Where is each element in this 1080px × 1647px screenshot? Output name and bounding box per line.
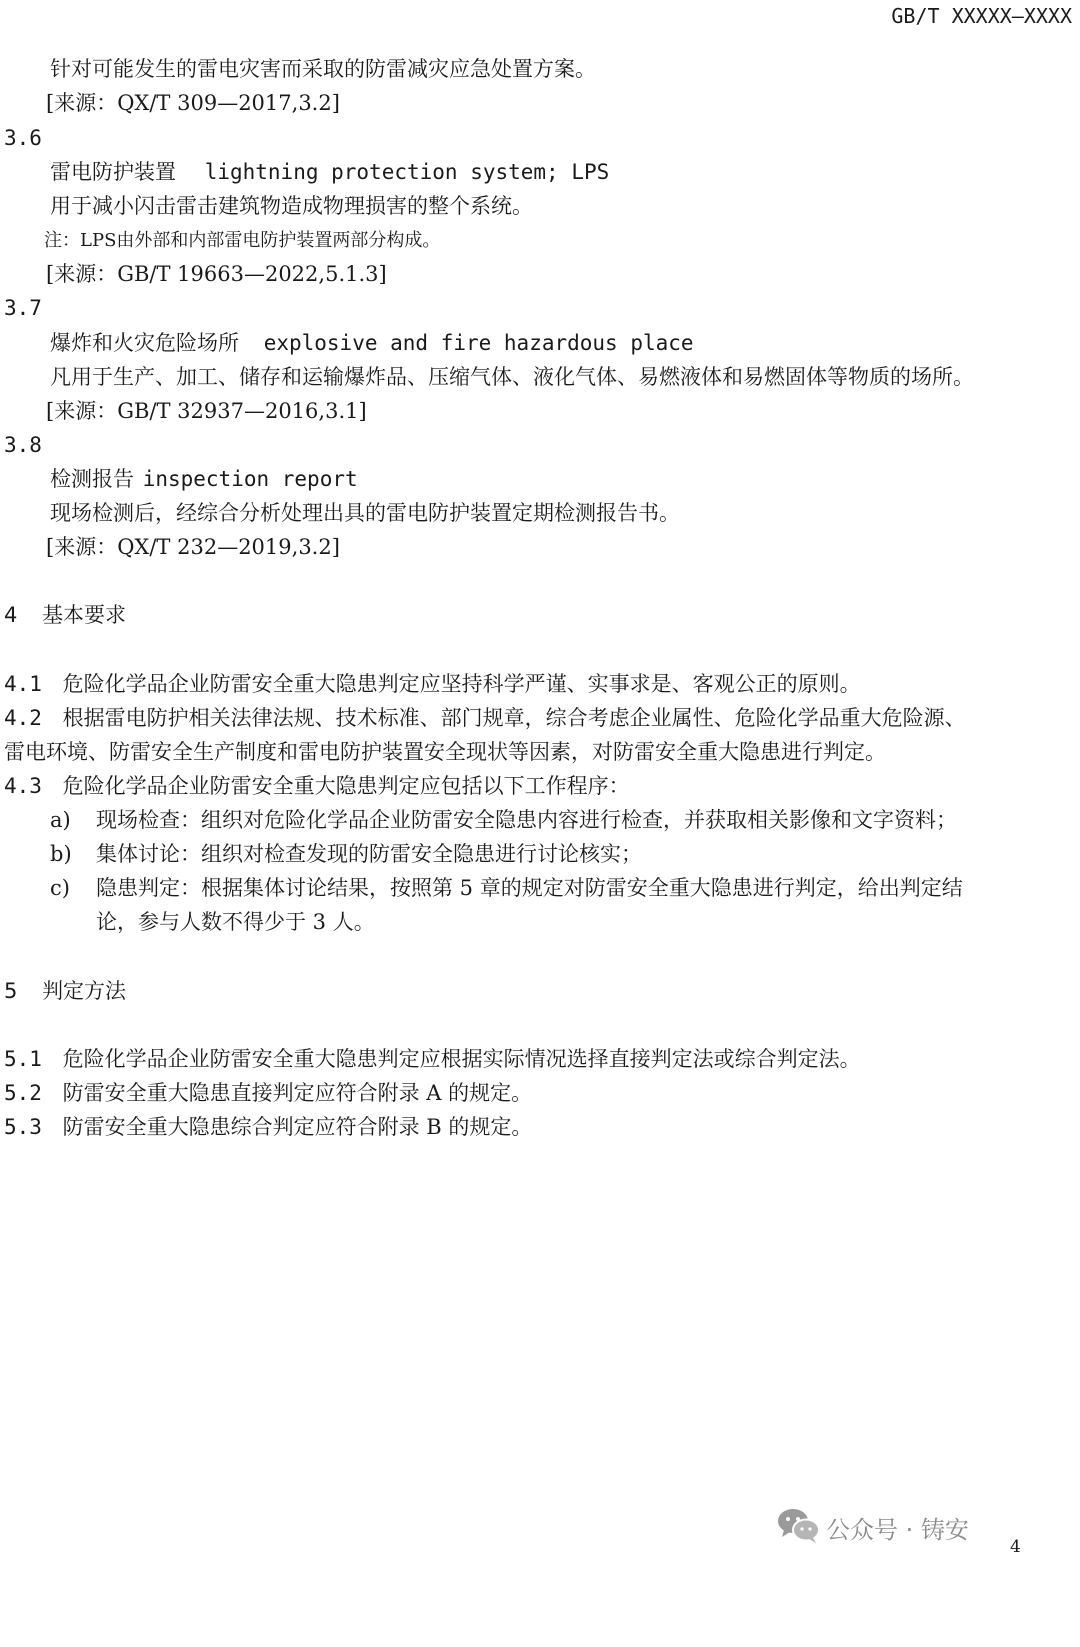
clause-number: 5.2 (4, 1081, 42, 1105)
list-item (50, 839, 72, 869)
definition-text: 现场检测后，经综合分析处理出具的雷电防护装置定期检测报告书。 (50, 501, 680, 525)
list-item-text-continuation: 论，参与人数不得少于 3 人。 (96, 910, 375, 934)
section-title: 判定方法 (42, 979, 127, 1003)
clause-text: 根据雷电防护相关法律法规、技术标准、部门规章，综合考虑企业属性、危险化学品重大危险源、 (62, 706, 966, 730)
clause-text: 危险化学品企业防雷安全重大隐患判定应坚持科学严谨、实事求是、客观公正的原则。 (62, 672, 861, 696)
clause-number: 4.2 (4, 706, 42, 730)
list-item-text: 集体讨论：组织对检查发现的防雷安全隐患进行讨论核实； (96, 842, 642, 866)
clause-4-3 (4, 771, 630, 801)
term-english: inspection report (142, 467, 358, 491)
term-chinese: 爆炸和火灾危险场所 (50, 331, 239, 355)
section-number: 4 (4, 603, 18, 627)
section-number: 5 (4, 979, 18, 1003)
clause-text: 防雷安全重大隐患综合判定应符合附录 B 的规定。 (62, 1115, 533, 1139)
section-heading (4, 600, 126, 630)
clause-number: 4.1 (4, 672, 42, 696)
term-title (50, 157, 609, 187)
page-number: 4 (1010, 1537, 1021, 1557)
term-number: 3.8 (4, 433, 42, 457)
clause-5-1 (4, 1044, 861, 1074)
clause-number: 5.3 (4, 1115, 42, 1139)
source-reference: [来源：QX/T 232—2019,3.2] (46, 535, 340, 559)
clause-4-1 (4, 669, 861, 699)
term-chinese: 雷电防护装置 (50, 160, 176, 184)
list-item (50, 805, 71, 835)
list-marker: b) (50, 842, 72, 866)
list-marker: c) (50, 876, 70, 900)
term-title (50, 464, 358, 494)
document-code: GB/T XXXXX—XXXX (891, 4, 1072, 28)
term-english: lightning protection system; LPS (204, 160, 610, 184)
clause-text: 防雷安全重大隐患直接判定应符合附录 A 的规定。 (62, 1081, 533, 1105)
term-english: explosive and fire hazardous place (263, 331, 694, 355)
clause-text: 危险化学品企业防雷安全重大隐患判定应根据实际情况选择直接判定法或综合判定法。 (62, 1047, 861, 1071)
definition-text: 凡用于生产、加工、储存和运输爆炸品、压缩气体、液化气体、易燃液体和易燃固体等物质的场所。 (50, 365, 974, 389)
watermark-text: 公众号 · 铸安 (826, 1516, 969, 1544)
clause-4-2 (4, 703, 966, 733)
source-reference: [来源：GB/T 19663—2022,5.1.3] (46, 262, 387, 286)
source-reference: [来源：QX/T 309—2017,3.2] (46, 91, 340, 115)
term-note: 注：LPS由外部和内部雷电防护装置两部分构成。 (44, 230, 441, 251)
list-marker: a) (50, 808, 71, 832)
term-number: 3.7 (4, 296, 42, 320)
definition-text: 针对可能发生的雷电灾害而采取的防雷减灾应急处置方案。 (50, 57, 596, 81)
clause-5-3 (4, 1112, 532, 1142)
list-item-text: 现场检查：组织对危险化学品企业防雷安全隐患内容进行检查，并获取相关影像和文字资料； (96, 808, 957, 832)
clause-text: 危险化学品企业防雷安全重大隐患判定应包括以下工作程序： (62, 774, 630, 798)
section-heading (4, 976, 126, 1006)
definition-text: 用于减小闪击雷击建筑物造成物理损害的整个系统。 (50, 194, 533, 218)
list-item (50, 873, 70, 903)
clause-text-continuation: 雷电环境、防雷安全生产制度和雷电防护装置安全现状等因素，对防雷安全重大隐患进行判定。 (4, 740, 886, 764)
section-title: 基本要求 (42, 603, 127, 627)
list-item-text: 隐患判定：根据集体讨论结果，按照第 5 章的规定对防雷安全重大隐患进行判定，给出判定结 (96, 876, 963, 900)
term-title (50, 328, 694, 358)
clause-number: 4.3 (4, 774, 42, 798)
clause-5-2 (4, 1078, 532, 1108)
clause-number: 5.1 (4, 1047, 42, 1071)
term-number: 3.6 (4, 126, 42, 150)
source-reference: [来源：GB/T 32937—2016,3.1] (46, 399, 367, 423)
wechat-icon (776, 1506, 822, 1546)
term-chinese: 检测报告 (50, 467, 134, 491)
